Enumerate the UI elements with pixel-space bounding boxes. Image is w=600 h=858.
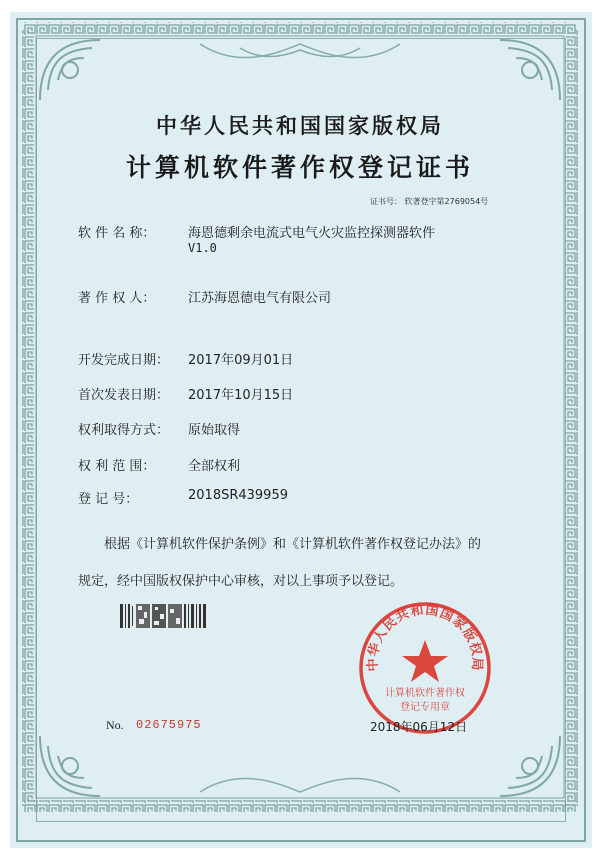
field-registration-number [78,488,288,507]
field-label: 权利取得方式： [78,423,170,438]
field-value: 原始取得 [188,423,241,438]
official-seal [355,598,495,738]
bottom-center-ornament [200,778,400,792]
field-value: 2018SR439959 [188,488,288,503]
field-label: 权 利 范 围： [78,459,156,474]
field-software-name [78,222,436,241]
field-acquisition-method [78,419,241,438]
barcode-image [120,604,206,628]
top-center-ornament [200,44,400,58]
field-value: 2017年09月01日 [188,353,294,368]
field-value: 江苏海恩德电气有限公司 [188,291,332,306]
issue-date: 2018年06月12日 [370,720,468,734]
seal-star-icon [402,640,448,682]
field-development-date [78,349,294,368]
corner-ornament-top-left [40,40,100,100]
serial-number-label: No. [106,718,124,732]
seal-outer-text: 中华人民共和国国家版权局 [365,602,485,672]
field-label: 软 件 名 称： [78,226,156,241]
field-publish-date [78,384,294,403]
statement-line-1: 根据《计算机软件保护条例》和《计算机软件著作权登记办法》的 [104,537,482,552]
statement-line-2: 规定，经中国版权保护中心审核，对以上事项予以登记。 [78,574,404,589]
field-label: 首次发表日期： [78,388,170,403]
corner-ornament-top-right [500,40,560,100]
corner-ornament-bottom-right [500,736,560,796]
software-version: V1.0 [188,241,217,255]
field-label: 开发完成日期： [78,353,170,368]
field-value: 海恩德剩余电流式电气火灾监控探测器软件 [188,226,436,241]
field-label: 登 记 号： [78,492,139,507]
field-value: 2017年10月15日 [188,388,294,403]
field-copyright-owner [78,287,332,306]
certificate-number [370,196,488,207]
certificate-number-label: 证书号： [370,197,402,206]
issuer-title: 中华人民共和国国家版权局 [156,114,444,138]
field-label: 著 作 权 人： [78,291,156,306]
field-rights-scope [78,455,241,474]
seal-inner-line-2: 登记专用章 [400,702,450,713]
certificate-number-value: 软著登字第2769054号 [404,197,489,206]
certificate-title: 计算机软件著作权登记证书 [125,153,474,182]
field-value: 全部权利 [188,459,241,474]
serial-number-value: 02675975 [136,718,202,732]
seal-inner-line-1: 计算机软件著作权 [385,688,465,699]
corner-ornament-bottom-left [40,736,100,796]
